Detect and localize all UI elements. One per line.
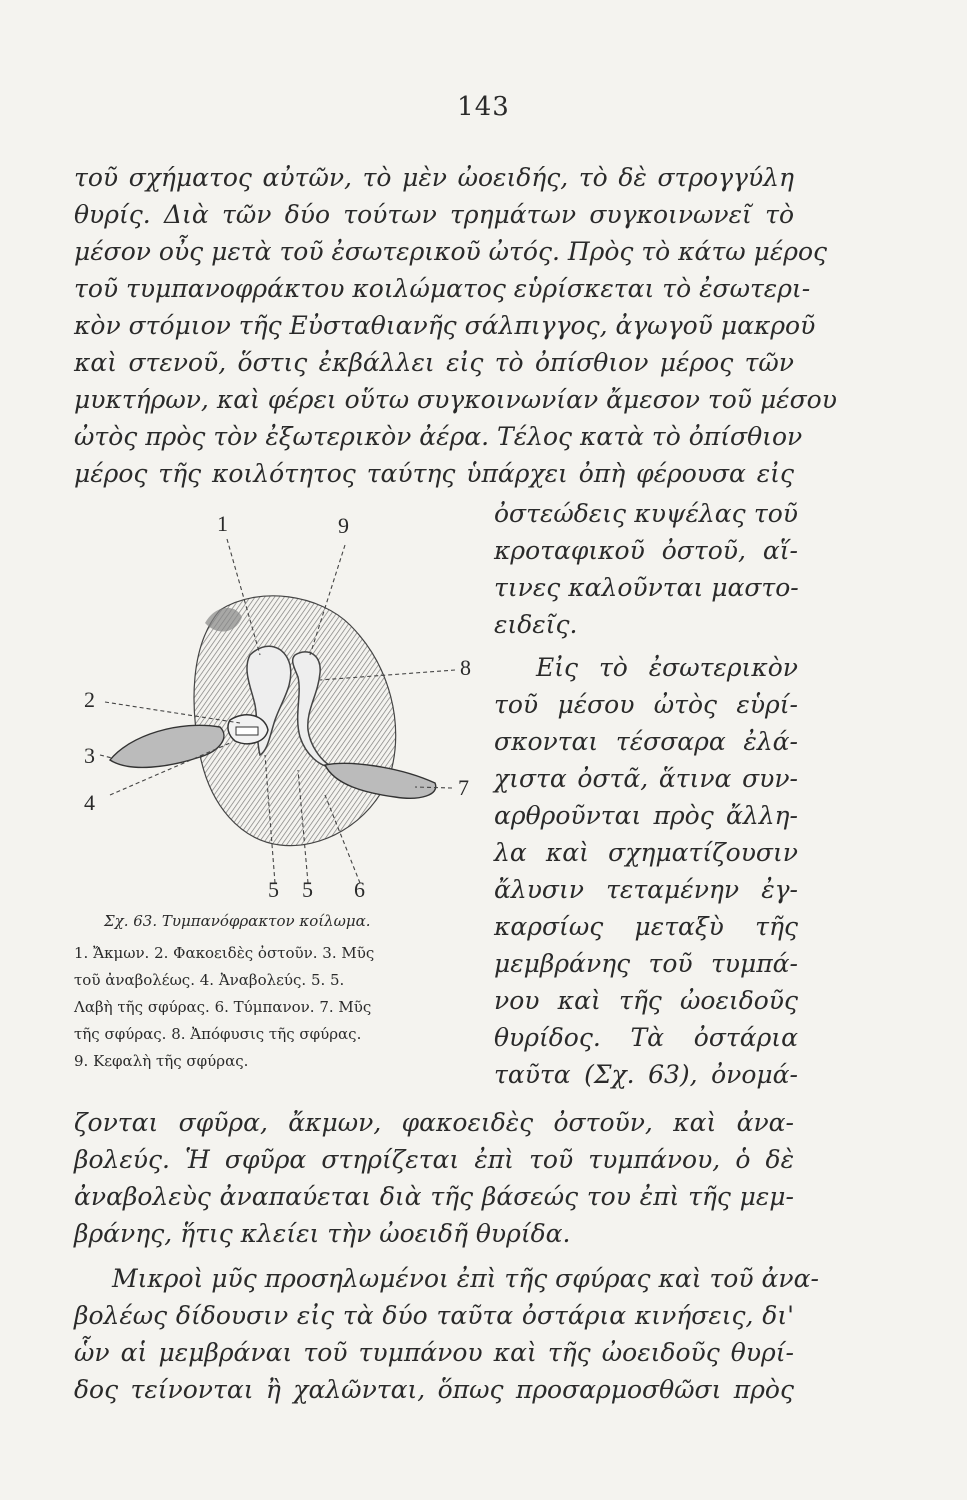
figure-label: 6 xyxy=(354,877,365,902)
text-line: μέρος τῆς κοιλότητος ταύτης ὑπάρχει ὀπὴ φέρουσα εἰς xyxy=(74,459,794,488)
figure-label: 5 xyxy=(302,877,313,902)
text-line: κὸν στόμιον τῆς Εὐσταθιανῆς σάλπιγγος, ἀγωγοῦ μακροῦ xyxy=(74,311,816,340)
figure-label: 9 xyxy=(338,513,349,538)
text-line: ειδεῖς. xyxy=(494,610,578,639)
figure-label: 4 xyxy=(84,790,95,815)
text-line: βράνης, ἥτις κλείει τὴν ὠοειδῆ θυρίδα. xyxy=(74,1219,571,1248)
figure-legend-line: τοῦ ἀναβολέως. 4. Ἀναβολεύς. 5. 5. xyxy=(74,971,345,989)
text-line: μεμβράνης τοῦ τυμπά- xyxy=(494,949,798,978)
text-line: θυρίς. Διὰ τῶν δύο τούτων τρημάτων συγκοινωνεῖ τὸ xyxy=(74,200,794,229)
text-line: νου καὶ τῆς ὠοειδοῦς xyxy=(494,986,798,1015)
text-line: λα καὶ σχηματίζουσιν xyxy=(494,838,798,867)
text-line: κροταφικοῦ ὀστοῦ, αἵ- xyxy=(494,536,798,565)
figure-label: 2 xyxy=(84,687,95,712)
text-line: ζονται σφῦρα, ἄκμων, φακοειδὲς ὀστοῦν, καὶ ἀνα- xyxy=(74,1108,794,1137)
figure-legend-line: 1. Ἄκμων. 2. Φακοειδὲς ὀστοῦν. 3. Μῦς xyxy=(74,944,375,962)
tympanic-cavity-figure xyxy=(70,505,490,905)
figure-label: 5 xyxy=(268,877,279,902)
text-line: χιστα ὀστᾶ, ἅτινα συν- xyxy=(494,764,798,793)
text-line: καρσίως μεταξὺ τῆς xyxy=(494,912,798,941)
text-line: θυρίδος. Τὰ ὀστάρια xyxy=(494,1023,798,1052)
text-line: τοῦ σχήματος αὐτῶν, τὸ μὲν ὠοειδής, τὸ δὲ στρογγύλη xyxy=(74,163,794,192)
figure-caption: Σχ. 63. Τυμπανόφρακτον κοίλωμα. xyxy=(104,912,371,930)
text-line: ὀστεώδεις κυψέλας τοῦ xyxy=(494,499,798,528)
figure-label: 3 xyxy=(84,743,95,768)
text-line: βολέως δίδουσιν εἰς τὰ δύο ταῦτα ὀστάρια κινήσεις, δι' xyxy=(74,1301,794,1330)
ossicles-illustration xyxy=(70,505,490,905)
text-line: τοῦ τυμπανοφράκτου κοιλώματος εὑρίσκεται τὸ ἐσωτερι- xyxy=(74,274,811,303)
page-number: 143 xyxy=(457,92,510,122)
text-line: Εἰς τὸ ἐσωτερικὸν xyxy=(536,653,798,682)
text-line: ὧν αἱ μεμβράναι τοῦ τυμπάνου καὶ τῆς ὠοειδοῦς θυρί- xyxy=(74,1338,794,1367)
text-line: μέσον οὖς μετὰ τοῦ ἐσωτερικοῦ ὠτός. Πρὸς τὸ κάτω μέρος xyxy=(74,237,828,266)
text-line: ἀναβολεὺς ἀναπαύεται διὰ τῆς βάσεώς του ἐπὶ τῆς μεμ- xyxy=(74,1182,794,1211)
text-line: Μικροὶ μῦς προσηλωμένοι ἐπὶ τῆς σφύρας καὶ τοῦ ἀνα- xyxy=(112,1264,819,1293)
text-line: αρθροῦνται πρὸς ἄλλη- xyxy=(494,801,798,830)
figure-label: 7 xyxy=(458,775,469,800)
figure-legend-line: Λαβὴ τῆς σφύρας. 6. Τύμπανον. 7. Μῦς xyxy=(74,998,372,1016)
text-line: βολεύς. Ἡ σφῦρα στηρίζεται ἐπὶ τοῦ τυμπάνου, ὁ δὲ xyxy=(74,1145,794,1174)
text-line: ὠτὸς πρὸς τὸν ἐξωτερικὸν ἀέρα. Τέλος κατὰ τὸ ὀπίσθιον xyxy=(74,422,803,451)
text-line: σκονται τέσσαρα ἐλά- xyxy=(494,727,798,756)
text-line: δος τείνονται ἢ χαλῶνται, ὅπως προσαρμοσθῶσι πρὸς xyxy=(74,1375,794,1404)
text-line: μυκτήρων, καὶ φέρει οὕτω συγκοινωνίαν ἄμεσον τοῦ μέσου xyxy=(74,385,837,414)
text-line: τοῦ μέσου ὠτὸς εὑρί- xyxy=(494,690,798,719)
text-line: ἄλυσιν τεταμένην ἐγ- xyxy=(494,875,798,904)
figure-legend-line: 9. Κεφαλὴ τῆς σφύρας. xyxy=(74,1052,249,1070)
figure-label: 1 xyxy=(217,511,228,536)
text-line: τινες καλοῦνται μαστο- xyxy=(494,573,799,602)
figure-legend-line: τῆς σφύρας. 8. Ἀπόφυσις τῆς σφύρας. xyxy=(74,1025,362,1043)
text-line: καὶ στενοῦ, ὅστις ἐκβάλλει εἰς τὸ ὀπίσθιον μέρος τῶν xyxy=(74,348,794,377)
figure-label: 8 xyxy=(460,655,471,680)
text-line: ταῦτα (Σχ. 63), ὀνομά- xyxy=(494,1060,798,1089)
